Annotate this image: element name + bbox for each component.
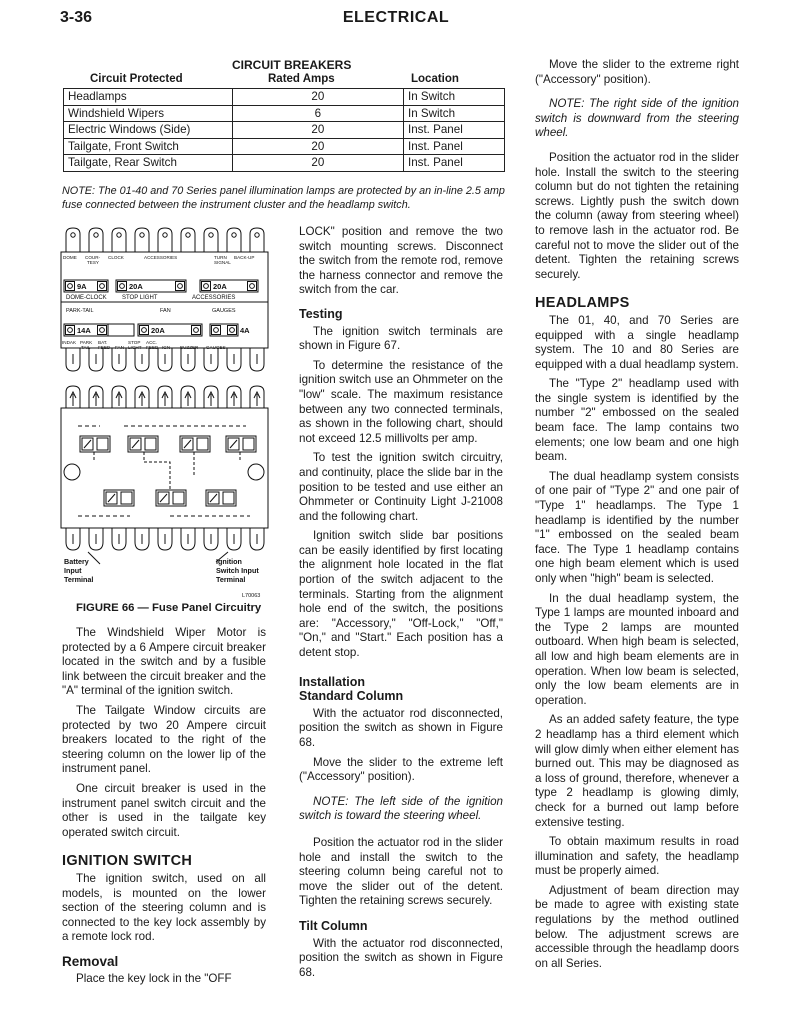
terminal-label: BUZZER <box>180 345 199 350</box>
fuse-clip <box>228 326 237 335</box>
switch-link <box>160 494 167 502</box>
fuse-clip <box>202 282 211 291</box>
page-number: 3-36 <box>60 9 93 26</box>
label-battery: Battery <box>64 557 89 566</box>
terminal-label: TAIL <box>81 345 91 350</box>
section-title: ELECTRICAL <box>342 9 450 26</box>
switch-link <box>230 440 237 448</box>
switch-link <box>210 494 217 502</box>
paragraph: One circuit breaker is used in the instrument panel switch circuit and the other is used in the tailgate key operated switch circuit. <box>62 781 266 839</box>
paragraph: To obtain maximum results in road illumination and safety, the headlamp must be properly aimed. <box>535 835 739 878</box>
switch-clip <box>97 438 108 450</box>
switch-clip <box>173 492 184 504</box>
label-ignition-terminal: Terminal <box>216 575 246 584</box>
fuse-clip <box>66 326 75 335</box>
paragraph: LOCK" position and remove the two switch mounting screws. Disconnect the switch from the remote rod, remove the harness connector and remove the switch from the car. <box>299 225 503 297</box>
fuse-clip <box>212 326 221 335</box>
terminal-label: LIGHT <box>128 345 142 350</box>
terminal-label: ACC. <box>146 340 157 345</box>
switch-link <box>132 440 139 448</box>
switch-clip <box>223 492 234 504</box>
table-row <box>64 155 505 172</box>
paragraph: Move the slider to the extreme right ("Accessory" position). <box>535 58 739 86</box>
circuit-dashed <box>94 452 240 490</box>
cell-circuit: Tailgate, Rear Switch <box>64 155 233 172</box>
label-ignition-input: Switch Input <box>216 566 259 575</box>
top-terminal <box>135 228 149 252</box>
paragraph: Position the actuator rod in the slider hole and install the switch to the steering column being careful not to move the slider out of the detent. Tighten the retaining screws securely. <box>299 835 503 908</box>
switch-clip <box>197 438 208 450</box>
fuse-clip <box>98 326 107 335</box>
top-terminal <box>66 228 80 252</box>
label-turn: TURN <box>214 255 227 260</box>
fuse-clip <box>66 282 75 291</box>
heading-tilt-column: Tilt Column <box>299 918 368 933</box>
column-2 <box>299 225 503 985</box>
fuse-rating: 20A <box>129 282 143 291</box>
terminal-hole <box>186 233 190 237</box>
label-accessories-2: ACCESSORIES <box>192 295 236 301</box>
cell-location: In Switch <box>403 89 504 106</box>
fuse-rating: 14A <box>77 326 91 335</box>
table-row <box>64 122 505 139</box>
cell-location: In Switch <box>403 105 504 122</box>
column-header-location: Location <box>411 73 459 85</box>
label-park-tail: PARK-TAIL <box>66 308 94 314</box>
paragraph: The ignition switch terminals are shown in Figure 67. <box>299 324 503 353</box>
terminal-label: BAT. <box>98 340 108 345</box>
terminal-label: STOP <box>128 340 141 345</box>
fuse-clip <box>140 326 149 335</box>
cell-location: Inst. Panel <box>403 138 504 155</box>
fuse-rating: 20A <box>151 326 165 335</box>
label-dome: DOME <box>63 255 77 260</box>
switch-link <box>184 440 191 448</box>
paragraph: The Windshield Wiper Motor is protected by a 6 Ampere circuit breaker located in the switch and by a fusible link between the circuit breaker and the "A" terminal of the ignition switch. <box>62 626 266 698</box>
heading-headlamps: HEADLAMPS <box>535 295 630 312</box>
cell-location: Inst. Panel <box>403 122 504 139</box>
column-header-amps: Rated Amps <box>268 73 335 85</box>
paragraph: With the actuator rod disconnected, position the switch as shown in Figure 68. <box>299 706 503 749</box>
label-courtesy-2: TESY <box>87 260 99 265</box>
fuse-clip <box>192 326 201 335</box>
cell-amps: 20 <box>232 155 403 172</box>
note: NOTE: The right side of the ignition switch is downward from the steering wheel. <box>535 97 739 140</box>
terminal-label: FEED <box>98 345 111 350</box>
circuit-breakers-table <box>63 88 505 172</box>
paragraph: The Tailgate Window circuits are protected by two 20 Ampere circuit breakers located to the right of the steering column on the lower lip of the instrument panel. <box>62 703 266 776</box>
terminal-hole <box>117 233 121 237</box>
paragraph: In the dual headlamp system, the Type 1 lamps are mounted inboard and the Type 2 lamps are mounted outboard. When high beam is selected, all low and high beam elements are in operation. When low beam is selected, only the low beam elements are in operation. <box>535 591 739 707</box>
cell-circuit: Tailgate, Front Switch <box>64 138 233 155</box>
fuse-screw <box>214 328 219 333</box>
label-backup: BACK-UP <box>234 255 255 260</box>
table-row <box>64 138 505 155</box>
heading-installation: Installation <box>299 674 365 689</box>
cell-circuit: Headlamps <box>64 89 233 106</box>
fuse-screw <box>230 328 235 333</box>
switch-link <box>108 494 115 502</box>
fuse-screw <box>120 284 125 289</box>
paragraph: To test the ignition switch circuitry, and continuity, place the slide bar in the position to be tested and use either an Ohmmeter or Continuity Light J-21008 and the following chart. <box>299 451 503 523</box>
fuse-screw <box>100 284 105 289</box>
fuse-rating: 4A <box>240 326 250 335</box>
table-row <box>64 105 505 122</box>
terminal-label: FEED <box>146 345 159 350</box>
top-terminal <box>227 228 241 252</box>
terminal-hole <box>71 233 75 237</box>
switch-clip <box>121 492 132 504</box>
column-1 <box>62 626 266 992</box>
figure-code: L70063 <box>242 593 261 598</box>
mount-hole <box>248 464 264 480</box>
label-battery-input: Input <box>64 566 82 575</box>
terminal-hole <box>209 233 213 237</box>
terminal-label: INDAK <box>62 340 77 345</box>
terminal-hole <box>140 233 144 237</box>
heading-testing: Testing <box>299 306 343 321</box>
label-stop-light: STOP LIGHT <box>122 295 158 301</box>
terminal-hole <box>94 233 98 237</box>
fuse-panel-diagram <box>60 226 272 598</box>
fuse-screw <box>194 328 199 333</box>
label-ignition: Ignition <box>216 557 242 566</box>
fuse-screw <box>68 328 73 333</box>
paragraph: The "Type 2" headlamp used with the single system is identified by the number "2" embossed on the sealed beam face. The lamp contains two elements; one low beam and one high beam. <box>535 377 739 464</box>
switch-link <box>84 440 91 448</box>
paragraph: Place the key lock in the "OFF <box>76 972 232 986</box>
label-signal: SIGNAL <box>214 260 231 265</box>
heading-ignition-switch: IGNITION SWITCH <box>62 853 193 870</box>
fuse-rating: 20A <box>213 282 227 291</box>
column-3 <box>535 58 739 976</box>
leader-line <box>88 552 100 564</box>
label-fan: FAN <box>160 308 171 314</box>
top-terminal <box>204 228 218 252</box>
label-battery-terminal: Terminal <box>64 575 94 584</box>
fuse-screw <box>250 284 255 289</box>
label-dome-clock: DOME-CLOCK <box>66 295 107 301</box>
terminal-label: IGN <box>162 345 171 350</box>
heading-standard-column: Standard Column <box>299 689 404 704</box>
fuse-holder <box>108 324 134 336</box>
circuit-breakers-note: NOTE: The 01-40 and 70 Series panel illumination lamps are protected by an in-line 2.5 amp fuse connected between the instrument cluster and the headlamp switch. <box>62 185 505 211</box>
cell-amps: 20 <box>232 122 403 139</box>
top-terminal <box>158 228 172 252</box>
paragraph: The 01, 40, and 70 Series are equipped with a single headlamp system. The 10 and 80 Series are equipped with a dual headlamp system. <box>535 313 739 371</box>
fuse-clip <box>248 282 257 291</box>
table-row <box>64 89 505 106</box>
fuse-clip <box>98 282 107 291</box>
paragraph: The dual headlamp system consists of one pair of "Type 2" and one pair of "Type 1" headlamps. The Type 1 headlamp is identified by the number "1" embossed on the sealed beam face. The Type 1 headlamp contains one high beam element which is used only when "high" beam is selected. <box>535 469 739 585</box>
top-terminal <box>112 228 126 252</box>
fuse-screw <box>142 328 147 333</box>
paragraph: The ignition switch, used on all models, is mounted on the lower section of the steering column and is connected to the key lock assembly by a remote lock rod. <box>62 871 266 944</box>
fuse-screw <box>68 284 73 289</box>
switch-clip <box>145 438 156 450</box>
paragraph: Position the actuator rod in the slider hole. Install the switch to the steering column but do not tighten the retaining screws. Lightly push the switch down the column (away from steering wheel) to remove lash in the actuator rod. Be careful not to move the slider out of the detent. Tighten the retaining screws securely. <box>535 150 739 281</box>
fuse-screw <box>100 328 105 333</box>
terminal-label: FAN <box>115 345 124 350</box>
terminal-label: GAUGES <box>206 345 226 350</box>
paragraph: Move the slider to the extreme left ("Accessory" position). <box>299 755 503 784</box>
terminal-label: PARK <box>80 340 93 345</box>
fuse-screw <box>178 284 183 289</box>
note: NOTE: The left side of the ignition switch is toward the steering wheel. <box>299 794 503 823</box>
mount-hole <box>64 464 80 480</box>
switch-clip <box>243 438 254 450</box>
label-accessories: ACCESSORIES <box>144 255 178 260</box>
fuse-rating: 9A <box>77 282 87 291</box>
fuse-screw <box>204 284 209 289</box>
top-terminal <box>250 228 264 252</box>
label-clock: CLOCK <box>108 255 124 260</box>
top-terminal <box>89 228 103 252</box>
label-courtesy: COUR- <box>85 255 101 260</box>
cell-circuit: Electric Windows (Side) <box>64 122 233 139</box>
terminal-hole <box>232 233 236 237</box>
cell-location: Inst. Panel <box>403 155 504 172</box>
heading-removal: Removal <box>62 953 119 969</box>
cell-amps: 20 <box>232 89 403 106</box>
column-header-circuit: Circuit Protected <box>90 73 183 85</box>
cell-circuit: Windshield Wipers <box>64 105 233 122</box>
terminal-hole <box>163 233 167 237</box>
paragraph: Adjustment of beam direction may be made to agree with existing state regulations by the method outlined below. The adjustment screws are accessible through the headlamp doors on all Series. <box>535 883 739 970</box>
cell-amps: 6 <box>232 105 403 122</box>
top-terminal <box>181 228 195 252</box>
circuit-breakers-title: CIRCUIT BREAKERS <box>232 58 352 72</box>
label-gauges: GAUGES <box>212 308 236 314</box>
fuse-clip <box>176 282 185 291</box>
paragraph: As an added safety feature, the type 2 headlamp has a third element which will glow dimly when either element has burned out. This may be diagnosed as a loss of ground, therefore, whenever a type 2 headlamp is glowing dimly, check for a burned out lamp before extensive testing. <box>535 713 739 829</box>
terminal-hole <box>255 233 259 237</box>
paragraph: To determine the resistance of the ignition switch use an Ohmmeter on the "low" scale. The maximum resistance between any two connected terminals, as shown in the following chart, should not exceed 12.5 millivolts per amp. <box>299 358 503 445</box>
fuse-clip <box>118 282 127 291</box>
cell-amps: 20 <box>232 138 403 155</box>
paragraph: With the actuator rod disconnected, position the switch as shown in Figure 68. <box>299 936 503 979</box>
figure-caption: FIGURE 66 — Fuse Panel Circuitry <box>76 602 262 614</box>
paragraph: Ignition switch slide bar positions can be easily identified by first locating the alignment hole located in the flat portion of the switch adjacent to the terminals. Starting from the alignment hole end of the switch, the positions are: "Accessory," "Off-Lock," "Off," "On," and "Start." Each position has a detent stop. <box>299 529 503 660</box>
